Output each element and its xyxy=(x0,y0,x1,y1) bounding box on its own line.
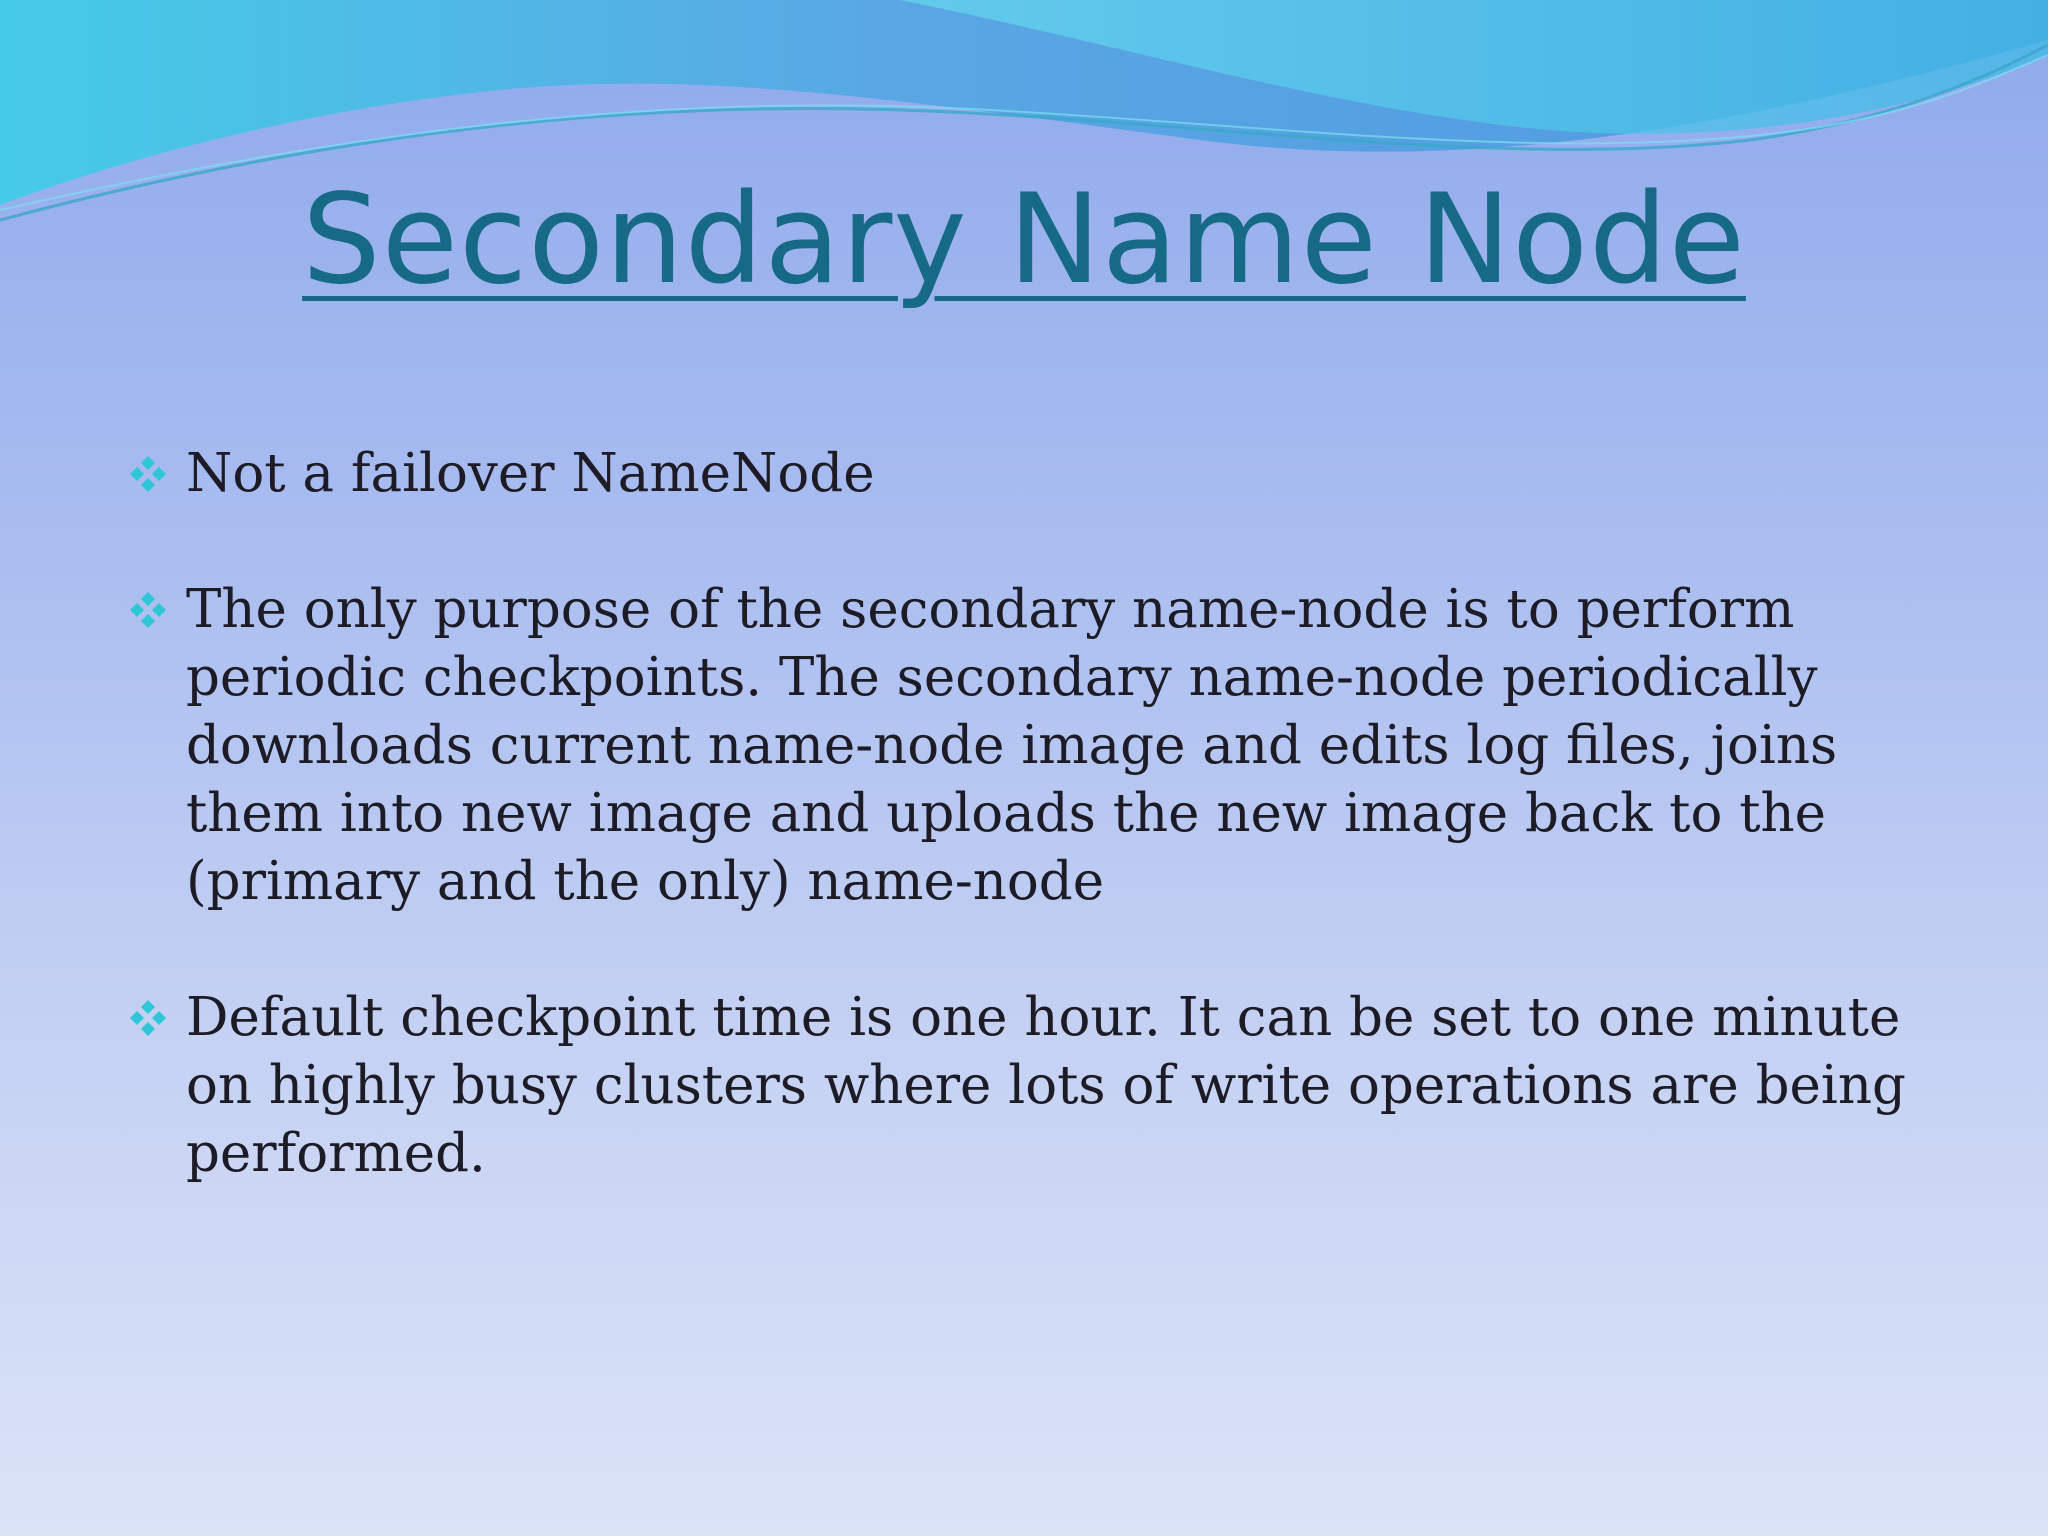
diamond-bullet-icon xyxy=(128,576,186,644)
diamond-bullet-icon xyxy=(128,440,186,508)
list-item xyxy=(128,984,1908,1188)
bullet-text: Default checkpoint time is one hour. It can be set to one minute on highly busy clusters where lots of write operations are being performed. xyxy=(186,987,1906,1184)
slide-title: Secondary Name Node xyxy=(302,168,1746,312)
list-item xyxy=(128,576,1908,916)
bullet-list xyxy=(128,440,1908,1256)
bullet-text: The only purpose of the secondary name-node is to perform periodic checkpoints. The secondary name-node periodically downloads current name-node image and edits log files, joins them into new image and uploads the new image back to the (primary and the only) name-node xyxy=(186,579,1838,912)
list-item xyxy=(128,440,1908,508)
bullet-text: Not a failover NameNode xyxy=(186,443,875,504)
diamond-bullet-icon xyxy=(128,984,186,1052)
